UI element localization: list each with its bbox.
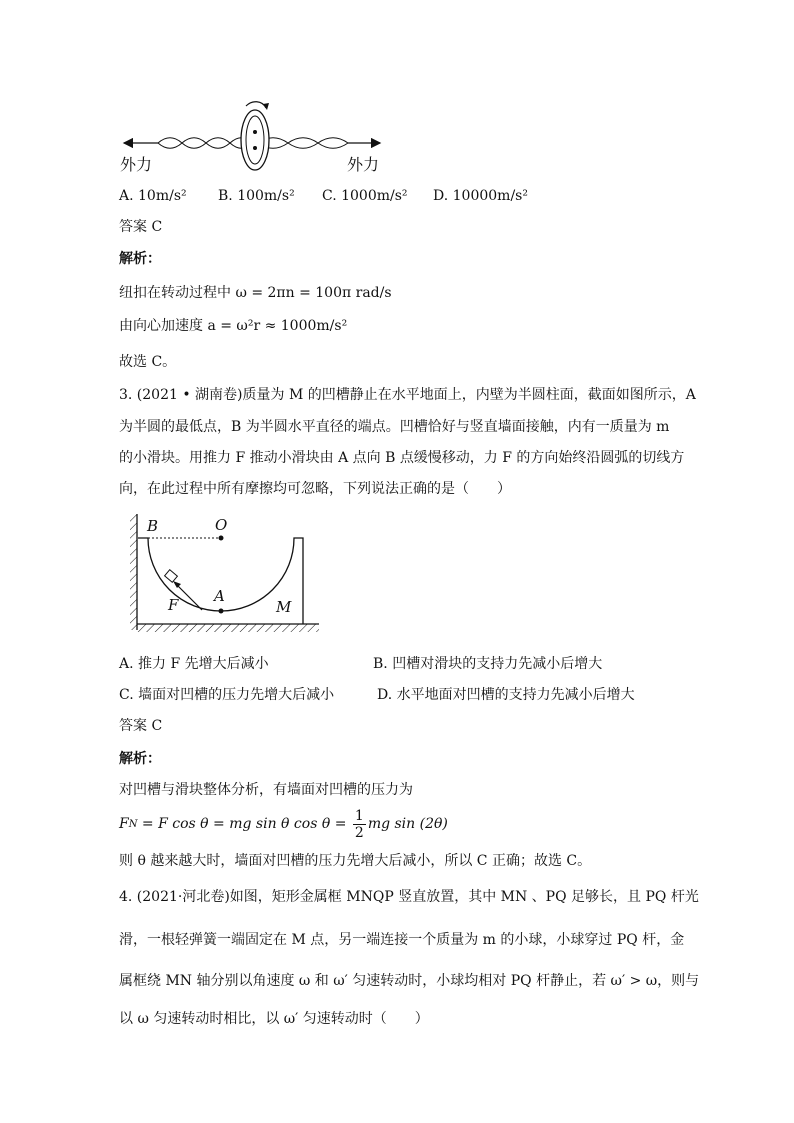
- fig-label-M: M: [276, 598, 292, 616]
- q2-conclusion: 故选 C。: [119, 354, 177, 370]
- q3-option-b: B. 凹槽对滑块的支持力先减小后增大: [373, 656, 603, 672]
- formula-tail: mg sin (2θ): [367, 816, 448, 832]
- q2-option-c: C. 1000m/s²: [322, 188, 408, 204]
- fig1-left-label: 外力: [120, 155, 153, 174]
- fig1-right-label: 外力: [347, 155, 380, 174]
- q2-analysis-title: 解析：: [119, 251, 161, 267]
- q3-option-c: C. 墙面对凹槽的压力先增大后减小: [119, 687, 335, 703]
- q3-stem-line4: 向，在此过程中所有摩擦均可忽略，下列说法正确的是（ ）: [119, 481, 511, 497]
- fraction-denominator: 2: [354, 824, 364, 841]
- q2-option-a: A. 10m/s²: [119, 188, 187, 204]
- q3-analysis-title: 解析：: [119, 751, 161, 767]
- q2-analysis-line1: 纽扣在转动过程中 ω = 2πn = 100π rad/s: [119, 285, 392, 301]
- formula-F: F: [119, 816, 129, 832]
- q3-analysis-line1: 对凹槽与滑块整体分析，有墙面对凹槽的压力为: [119, 782, 413, 798]
- q3-stem-line3: 的小滑块。用推力 F 推动小滑块由 A 点向 B 点缓慢移动，力 F 的方向始终沿圆弧的切线方: [119, 450, 685, 466]
- q3-formula: [119, 804, 448, 844]
- q4-stem-line1: 4. (2021·河北卷)如图，矩形金属框 MNQP 竖直放置，其中 MN 、PQ 足够长，且 PQ 杆光: [119, 889, 699, 905]
- q3-option-a: A. 推力 F 先增大后减小: [119, 656, 269, 672]
- formula-fraction: [353, 808, 366, 841]
- q4-stem-line4: 以 ω 匀速转动时相比，以 ω′ 匀速转动时（ ）: [119, 1011, 429, 1027]
- q3-answer: 答案 C: [119, 718, 163, 734]
- q4-stem-line2: 滑，一根轻弹簧一端固定在 M 点，另一端连接一个质量为 m 的小球，小球穿过 PQ 杆，金: [119, 932, 685, 948]
- fig-label-A: A: [214, 587, 225, 605]
- q3-analysis-line2: 则 θ 越来越大时，墙面对凹槽的压力先增大后减小，所以 C 正确；故选 C。: [119, 853, 592, 869]
- q2-option-d: D. 10000m/s²: [433, 188, 528, 204]
- q3-stem-line1: 3. (2021 • 湖南卷)质量为 M 的凹槽静止在水平地面上，内壁为半圆柱面，截面如图所示，A: [119, 387, 696, 403]
- formula-mid: = F cos θ = mg sin θ cos θ =: [137, 816, 351, 832]
- q2-option-b: B. 100m/s²: [218, 188, 295, 204]
- q4-stem-line3: 属框绕 MN 轴分别以角速度 ω 和 ω′ 匀速转动时，小球均相对 PQ 杆静止，若 ω′ > ω，则与: [119, 973, 700, 989]
- q2-answer: 答案 C: [119, 219, 163, 235]
- fig-label-F: F: [168, 596, 179, 614]
- q2-analysis-line2: 由向心加速度 a = ω²r ≈ 1000m/s²: [119, 318, 348, 334]
- q3-stem-line2: 为半圆的最低点，B 为半圆水平直径的端点。凹槽恰好与竖直墙面接触，内有一质量为 m: [119, 419, 670, 435]
- formula-sub-N: N: [128, 818, 138, 830]
- q3-option-d: D. 水平地面对凹槽的支持力先减小后增大: [377, 687, 635, 703]
- fig-label-B: B: [147, 517, 159, 535]
- fraction-numerator: 1: [354, 807, 364, 824]
- fig-label-O: O: [215, 516, 228, 534]
